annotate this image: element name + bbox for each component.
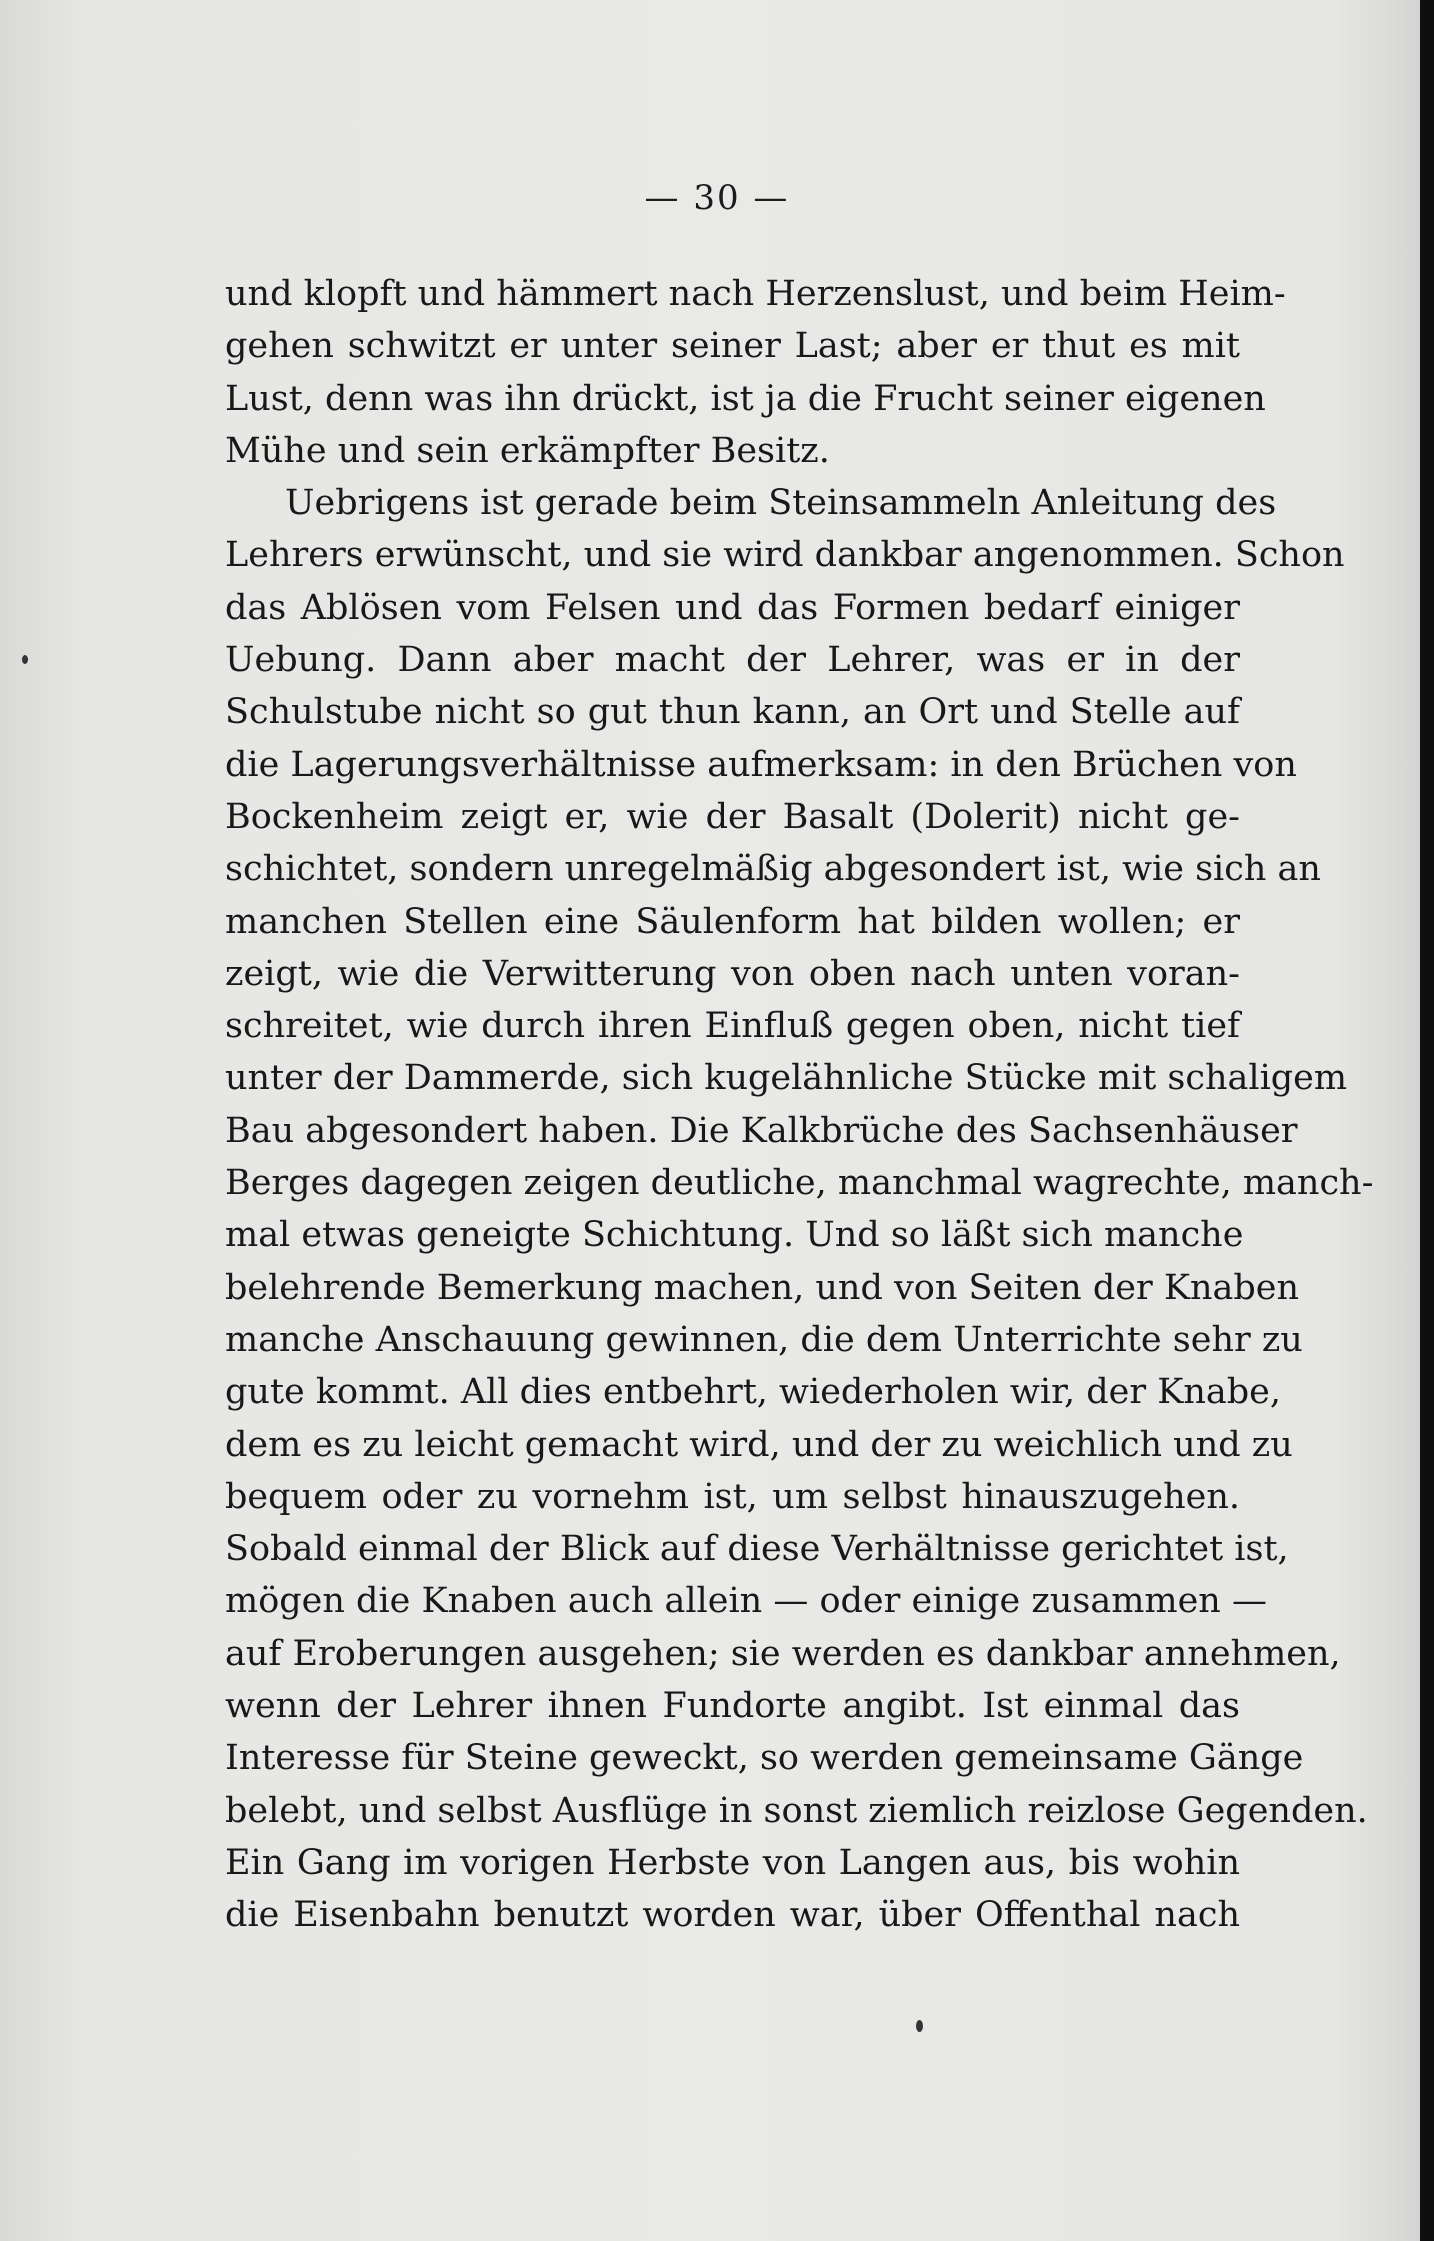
- page-edge-shadow: [1420, 0, 1434, 2241]
- text-line: mögen die Knaben auch allein — oder einige zusammen —: [225, 1581, 1267, 1622]
- ink-speck: [916, 2020, 923, 2032]
- text-line: auf Eroberungen ausgehen; sie werden es dankbar annehmen,: [225, 1633, 1341, 1674]
- text-line: Ein Gang im vorigen Herbste von Langen aus, bis wohin: [225, 1842, 1240, 1883]
- body-text: [225, 268, 1374, 1942]
- text-line: das Ablösen vom Felsen und das Formen bedarf einiger: [225, 587, 1240, 628]
- text-line: bequem oder zu vornehm ist, um selbst hinauszugehen.: [225, 1476, 1240, 1517]
- text-line: Schulstube nicht so gut thun kann, an Ort und Stelle auf: [225, 692, 1240, 733]
- text-line: zeigt, wie die Verwitterung von oben nach unten voran-: [225, 953, 1240, 994]
- text-line: gute kommt. All dies entbehrt, wiederholen wir, der Knabe,: [225, 1372, 1281, 1413]
- text-line: Lehrers erwünscht, und sie wird dankbar angenommen. Schon: [225, 535, 1345, 576]
- text-line: die Eisenbahn benutzt worden war, über Offenthal nach: [225, 1895, 1240, 1936]
- text-line: mal etwas geneigte Schichtung. Und so läßt sich manche: [225, 1215, 1244, 1256]
- text-line: belebt, und selbst Ausflüge in sonst ziemlich reizlose Gegenden.: [225, 1790, 1368, 1831]
- text-line: Lust, denn was ihn drückt, ist ja die Frucht seiner eigenen: [225, 378, 1266, 419]
- text-line: belehrende Bemerkung machen, und von Seiten der Knaben: [225, 1267, 1300, 1308]
- text-line: Mühe und sein erkämpfter Besitz.: [225, 430, 830, 471]
- text-line: manchen Stellen eine Säulenform hat bilden wollen; er: [225, 901, 1240, 942]
- text-line: Bockenheim zeigt er, wie der Basalt (Dolerit) nicht ge-: [225, 796, 1240, 837]
- text-line: unter der Dammerde, sich kugelähnliche Stücke mit schaligem: [225, 1058, 1348, 1099]
- text-line: gehen schwitzt er unter seiner Last; aber er thut es mit: [225, 326, 1240, 367]
- text-line: Sobald einmal der Blick auf diese Verhältnisse gerichtet ist,: [225, 1529, 1289, 1570]
- text-line: Uebrigens ist gerade beim Steinsammeln Anleitung des: [285, 483, 1277, 524]
- text-line: dem es zu leicht gemacht wird, und der zu weichlich und zu: [225, 1424, 1293, 1465]
- ink-speck: [22, 655, 28, 664]
- page-number: — 30 —: [644, 178, 790, 218]
- text-line: schichtet, sondern unregelmäßig abgesondert ist, wie sich an: [225, 849, 1321, 890]
- text-line: Berges dagegen zeigen deutliche, manchmal wagrechte, manch-: [225, 1163, 1374, 1204]
- text-line: Bau abgesondert haben. Die Kalkbrüche des Sachsenhäuser: [225, 1110, 1298, 1151]
- text-line: Uebung. Dann aber macht der Lehrer, was er in der: [225, 640, 1240, 681]
- text-line: und klopft und hämmert nach Herzenslust, und beim Heim-: [225, 274, 1286, 314]
- text-line: die Lagerungsverhältnisse aufmerksam: in den Brüchen von: [225, 744, 1297, 785]
- text-line: schreitet, wie durch ihren Einfluß gegen oben, nicht tief: [225, 1006, 1240, 1047]
- text-line: manche Anschauung gewinnen, die dem Unterrichte sehr zu: [225, 1319, 1303, 1360]
- text-line: wenn der Lehrer ihnen Fundorte angibt. Ist einmal das: [225, 1686, 1240, 1727]
- text-line: Interesse für Steine geweckt, so werden gemeinsame Gänge: [225, 1738, 1304, 1779]
